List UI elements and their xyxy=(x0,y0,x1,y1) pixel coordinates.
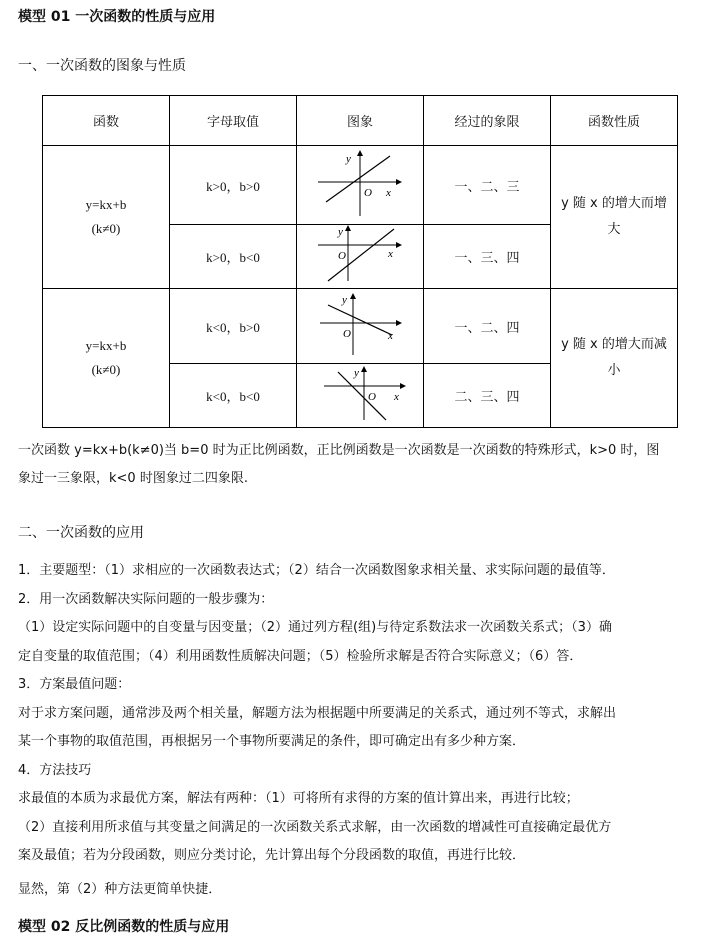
group1-property-line1: y 随 x 的增大而增 xyxy=(561,196,667,211)
text-line-12: 显然，第（2）种方法更简单快捷． xyxy=(18,882,222,897)
axis-label-y: y xyxy=(346,153,351,165)
svg-text:y: y xyxy=(354,367,359,379)
group1-function xyxy=(43,146,170,289)
svg-text:O: O xyxy=(338,250,346,262)
svg-text:y: y xyxy=(342,294,347,306)
graph-k-neg-b-neg xyxy=(297,364,424,428)
svg-text:y: y xyxy=(338,226,343,238)
graph-k-pos-b-pos xyxy=(297,146,424,225)
svg-text:O: O xyxy=(343,328,351,340)
text-line-3: （1）设定实际问题中的自变量与因变量；（2）通过列方程(组)与待定系数法求一次函数关系式；（3）确 xyxy=(18,620,612,635)
group2-function xyxy=(43,289,170,428)
section1-title: 一、一次函数的图象与性质 xyxy=(18,58,186,74)
group1-func-line1: y=kx+b xyxy=(85,197,127,212)
text-line-1: 1．主要题型：（1）求相应的一次函数表达式；（2）结合一次函数图象求相关量、求实际问题的最值等． xyxy=(18,563,615,578)
group2-func-line1: y=kx+b xyxy=(85,338,127,353)
graph-k-neg-b-pos xyxy=(297,289,424,364)
svg-text:O: O xyxy=(368,391,376,403)
note-line2: 象过一三象限，k<0 时图象过二四象限. xyxy=(18,471,248,486)
group1-row1-values: k>0，b>0 xyxy=(170,146,297,225)
text-line-6: 对于求方案问题，通常涉及两个相关量，解题方法为根据题中所要满足的关系式，通过列不等式，求解出 xyxy=(18,706,617,721)
header-property: 函数性质 xyxy=(551,96,678,146)
axis-label-x: x xyxy=(386,187,391,199)
section2-title: 二、一次函数的应用 xyxy=(18,525,144,541)
group2-func-line2: (k≠0) xyxy=(91,362,121,377)
group1-func-line2: (k≠0) xyxy=(91,221,121,236)
svg-text:x: x xyxy=(394,391,399,403)
svg-text:x: x xyxy=(388,330,393,342)
group1-row1-quadrants: 一、二、三 xyxy=(424,146,551,225)
note-line1: 一次函数 y=kx+b(k≠0)当 b=0 时为正比例函数，正比例函数是一次函数是一次函数的特殊形式，k>0 时，图 xyxy=(18,443,660,458)
text-line-4: 定自变量的取值范围；（4）利用函数性质解决问题；（5）检验所求解是否符合实际意义；（6）答． xyxy=(18,649,583,664)
text-line-11: 案及最值；若为分段函数，则应分类讨论，先计算出每个分段函数的取值，再进行比较． xyxy=(18,848,526,863)
text-line-2: 2．用一次函数解决实际问题的一般步骤为： xyxy=(18,592,274,607)
text-line-9: 求最值的本质为求最优方案，解法有两种：（1）可将所有求得的方案的值计算出来，再进行比较； xyxy=(18,791,579,806)
text-line-10: （2）直接利用所求值与其变量之间满足的一次函数关系式求解，由一次函数的增减性可直接确定最优方 xyxy=(18,820,612,835)
text-line-5: 3．方案最值问题： xyxy=(18,677,131,692)
header-graph: 图象 xyxy=(297,96,424,146)
group2-property-line2: 小 xyxy=(607,363,621,378)
group1-property-line2: 大 xyxy=(607,222,621,237)
group2-property-line1: y 随 x 的增大而减 xyxy=(561,337,667,352)
axis-label-origin: O xyxy=(364,187,372,199)
header-quadrants: 经过的象限 xyxy=(424,96,551,146)
group1-row2-quadrants: 一、三、四 xyxy=(424,225,551,289)
graph-k-pos-b-neg xyxy=(297,225,424,289)
svg-text:x: x xyxy=(388,248,393,260)
group2-row2-values: k<0，b<0 xyxy=(170,364,297,428)
group2-row1-values: k<0，b>0 xyxy=(170,289,297,364)
group2-row2-quadrants: 二、三、四 xyxy=(424,364,551,428)
group1-property xyxy=(551,146,678,289)
group2-row1-quadrants: 一、二、四 xyxy=(424,289,551,364)
model1-title: 模型 01 一次函数的性质与应用 xyxy=(18,9,216,25)
text-line-8: 4．方法技巧 xyxy=(18,763,92,778)
header-values: 字母取值 xyxy=(170,96,297,146)
function-table xyxy=(42,95,678,428)
header-function: 函数 xyxy=(43,96,170,146)
text-line-7: 某一个事物的取值范围，再根据另一个事物所要满足的条件，即可确定出有多少种方案． xyxy=(18,734,526,749)
model2-title: 模型 02 反比例函数的性质与应用 xyxy=(18,919,230,935)
group1-row2-values: k>0，b<0 xyxy=(170,225,297,289)
group2-property xyxy=(551,289,678,428)
